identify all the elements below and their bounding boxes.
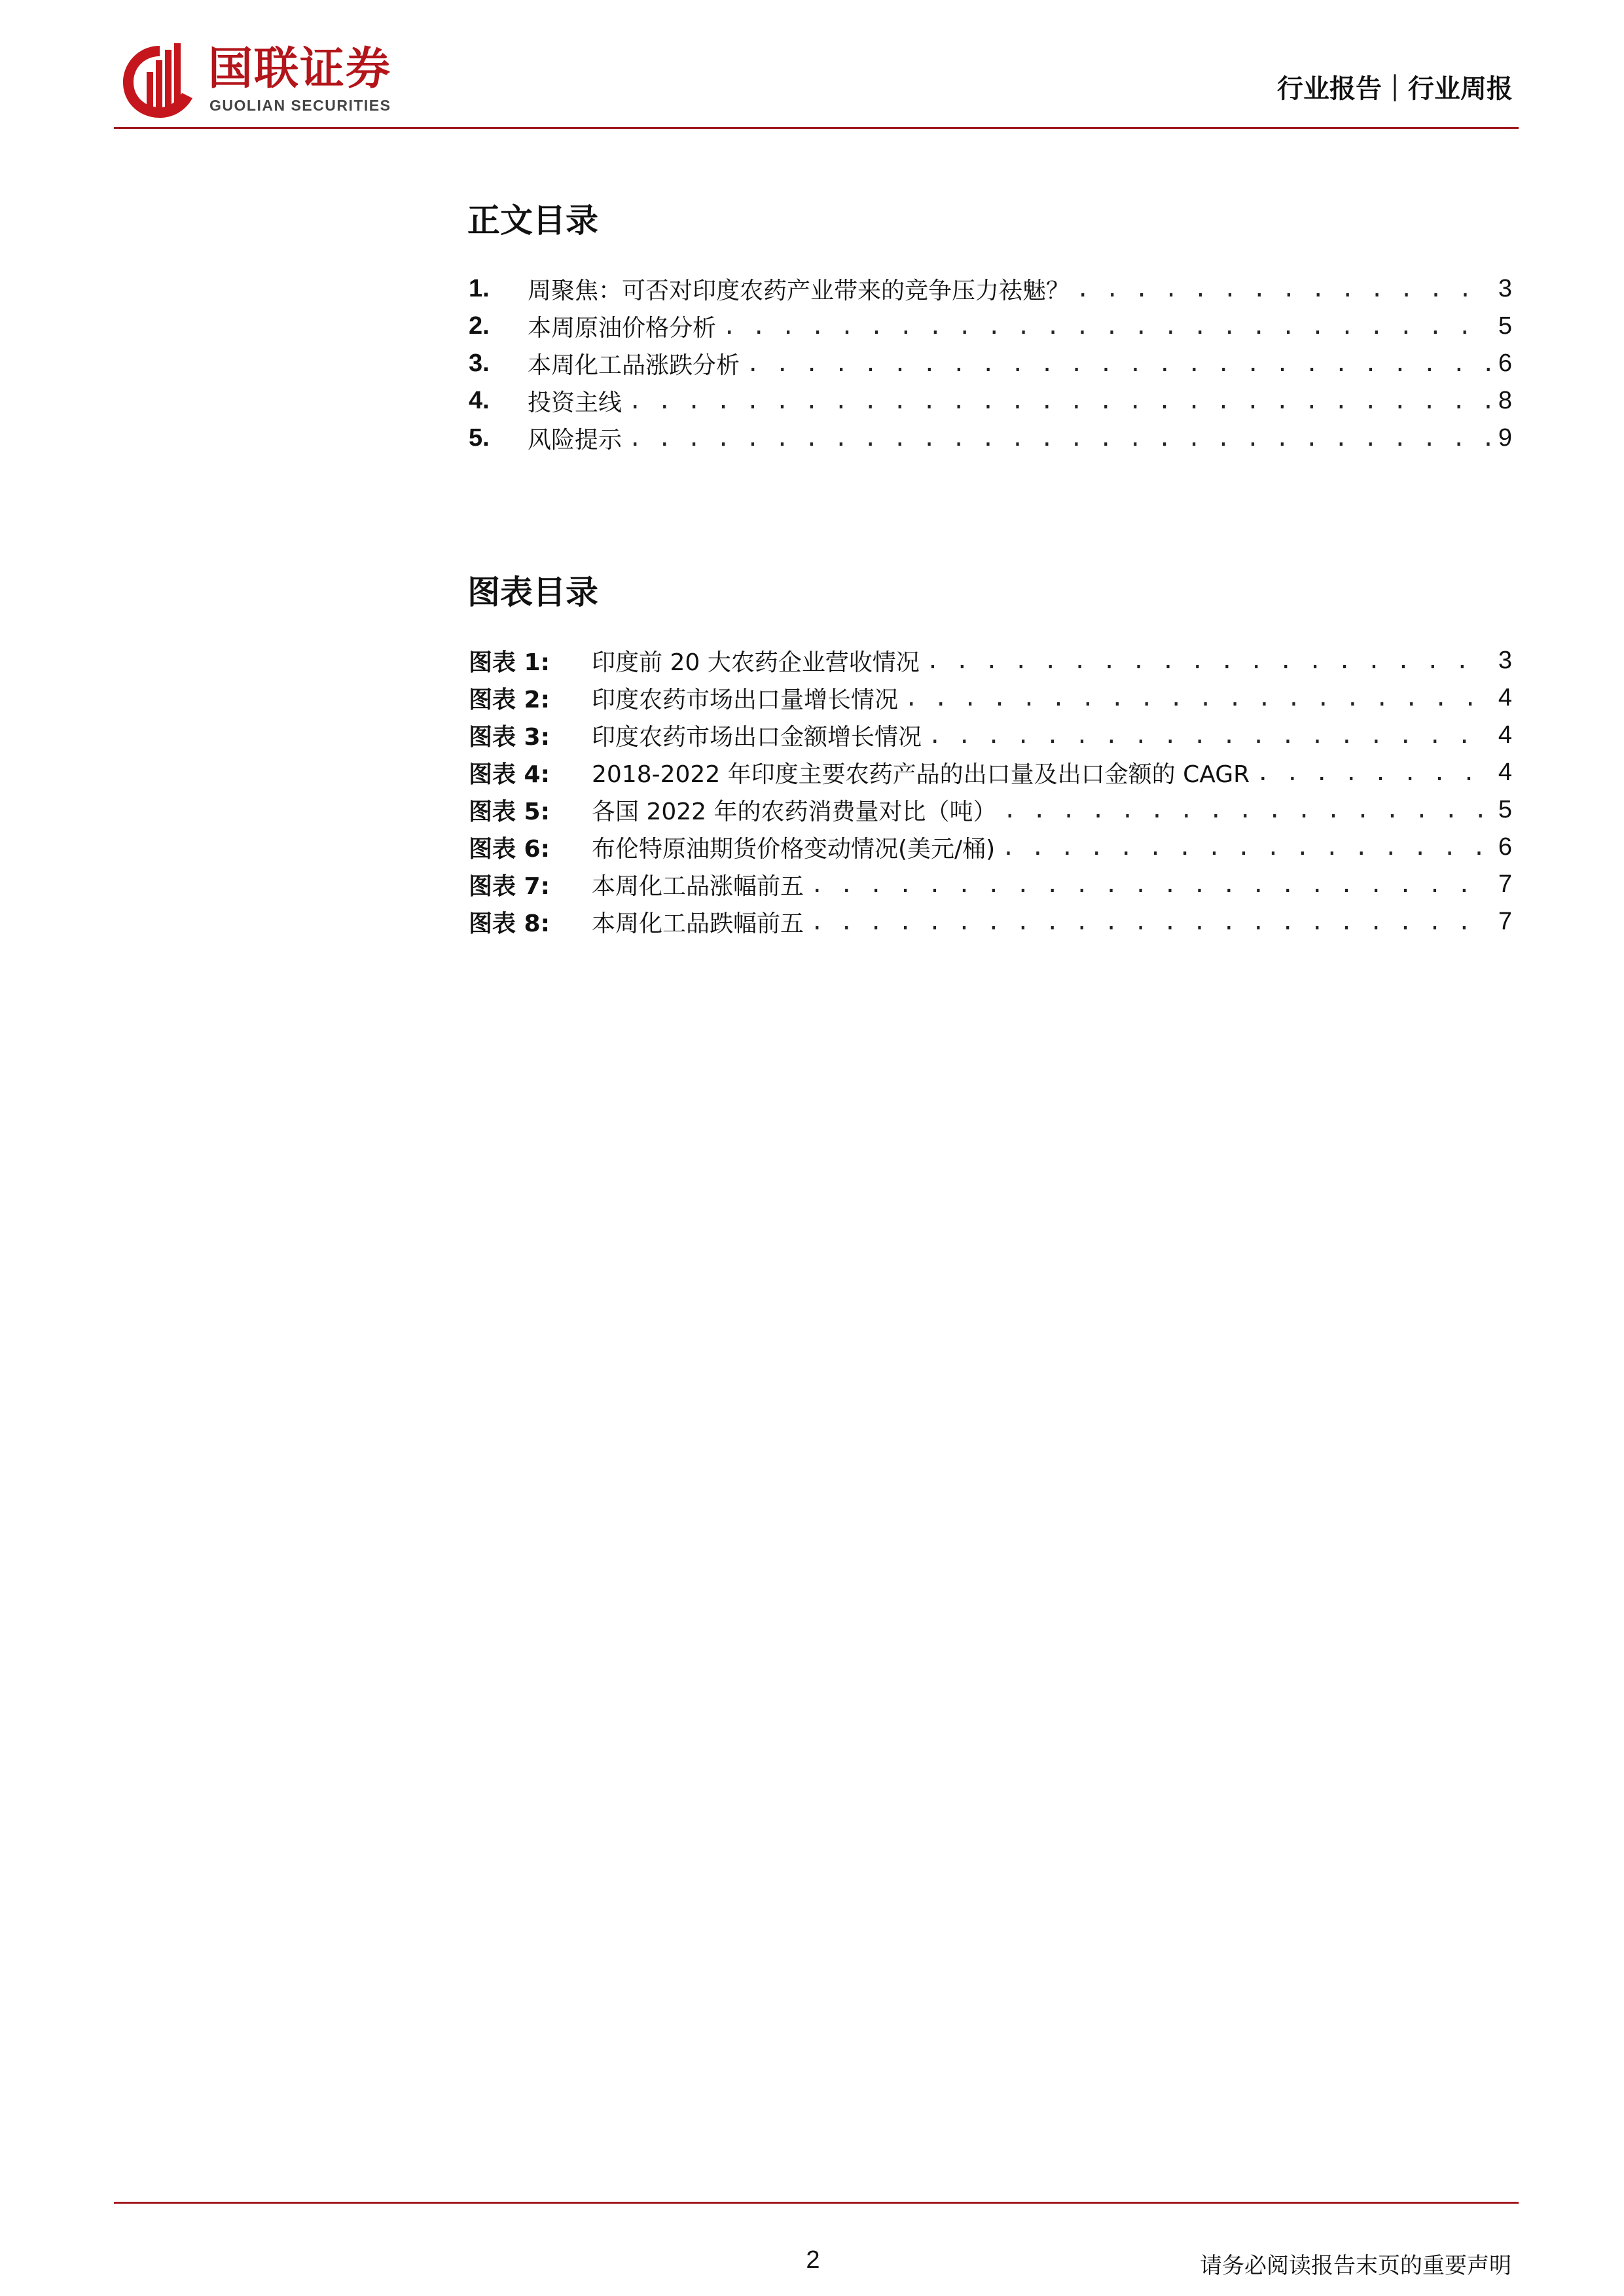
toc-entry-page: 5 <box>1498 312 1512 340</box>
brand-name-cn: 国联证券 <box>208 43 392 95</box>
dot-leader <box>926 648 1490 674</box>
figure-number: 图表 8: <box>469 910 550 937</box>
figure-toc-entry[interactable] <box>469 679 1512 717</box>
toc-entry-title: 本周化工品涨跌分析 <box>528 352 740 379</box>
figure-page: 7 <box>1498 870 1512 898</box>
figure-toc-entry[interactable] <box>469 791 1512 829</box>
figure-page: 4 <box>1498 721 1512 749</box>
figure-title: 2018-2022 年印度主要农药产品的出口量及出口金额的 CAGR <box>592 761 1250 788</box>
figure-title: 印度农药市场出口量增长情况 <box>592 687 899 713</box>
guolian-logo-icon <box>119 41 196 120</box>
figure-title: 本周化工品跌幅前五 <box>592 910 804 937</box>
figure-number: 图表 4: <box>469 761 550 788</box>
dot-leader <box>928 723 1490 749</box>
figure-number: 图表 6: <box>469 836 550 863</box>
figure-toc-entry[interactable] <box>469 903 1512 941</box>
figure-page: 3 <box>1498 647 1512 674</box>
toc-entry-number: 3. <box>469 350 490 377</box>
dot-leader <box>905 685 1490 711</box>
toc-entry-title: 本周原油价格分析 <box>528 315 717 342</box>
dot-leader <box>810 872 1490 898</box>
figure-toc-title: 图表目录 <box>467 573 598 611</box>
figure-title: 各国 2022 年的农药消费量对比（吨） <box>592 798 997 825</box>
dot-leader <box>1001 834 1490 861</box>
dot-leader <box>1256 760 1490 786</box>
main-toc-title: 正文目录 <box>467 201 598 240</box>
figure-number: 图表 3: <box>469 724 550 751</box>
dot-leader <box>746 351 1490 377</box>
footer-disclaimer: 请务必阅读报告末页的重要声明 <box>1200 2253 1511 2279</box>
brand-name-en: GUOLIAN SECURITIES <box>209 97 391 114</box>
figure-number: 图表 2: <box>469 687 550 713</box>
toc-entry-page: 8 <box>1498 387 1512 414</box>
figure-page: 4 <box>1498 684 1512 711</box>
toc-entry-page: 6 <box>1498 350 1512 377</box>
toc-entry[interactable] <box>469 345 1512 382</box>
toc-entry[interactable] <box>469 270 1512 308</box>
footer-divider <box>114 2202 1519 2204</box>
figure-toc-entry[interactable] <box>469 754 1512 791</box>
toc-entry[interactable] <box>469 382 1512 420</box>
toc-entry-page: 9 <box>1498 424 1512 452</box>
page-header <box>0 0 1624 131</box>
figure-toc-entry[interactable] <box>469 642 1512 679</box>
toc-entry-page: 3 <box>1498 275 1512 302</box>
figure-page: 7 <box>1498 908 1512 935</box>
toc-entry[interactable] <box>469 420 1512 457</box>
dot-leader <box>1076 276 1490 302</box>
dot-leader <box>1003 797 1490 823</box>
dot-leader <box>810 909 1490 935</box>
toc-entry[interactable] <box>469 308 1512 345</box>
figure-title: 印度农药市场出口金额增长情况 <box>592 724 922 751</box>
figure-toc-entry[interactable] <box>469 717 1512 754</box>
figure-page: 6 <box>1498 833 1512 861</box>
toc-entry-title: 风险提示 <box>528 427 623 454</box>
header-divider <box>114 127 1519 129</box>
figure-toc-list <box>469 642 1512 941</box>
figure-number: 图表 1: <box>469 649 550 676</box>
page-number: 2 <box>806 2246 820 2274</box>
dot-leader <box>628 425 1490 452</box>
dot-leader <box>628 388 1490 414</box>
figure-toc-entry[interactable] <box>469 829 1512 866</box>
figure-title: 布伦特原油期货价格变动情况(美元/桶) <box>592 836 996 863</box>
toc-entry-number: 1. <box>469 275 490 302</box>
toc-entry-title: 投资主线 <box>528 389 623 416</box>
figure-title: 印度前 20 大农药企业营收情况 <box>592 649 920 676</box>
figure-number: 图表 7: <box>469 873 550 900</box>
toc-entry-number: 4. <box>469 387 490 414</box>
figure-toc-entry[interactable] <box>469 866 1512 903</box>
dot-leader <box>723 314 1490 340</box>
figure-page: 4 <box>1498 759 1512 786</box>
report-type: 行业报告｜行业周报 <box>1277 74 1513 104</box>
figure-title: 本周化工品涨幅前五 <box>592 873 804 900</box>
toc-entry-number: 2. <box>469 312 490 340</box>
figure-page: 5 <box>1498 796 1512 823</box>
figure-number: 图表 5: <box>469 798 550 825</box>
main-toc-list <box>469 270 1512 457</box>
toc-entry-number: 5. <box>469 424 490 452</box>
toc-entry-title: 周聚焦：可否对印度农药产业带来的竞争压力祛魅？ <box>528 278 1070 304</box>
